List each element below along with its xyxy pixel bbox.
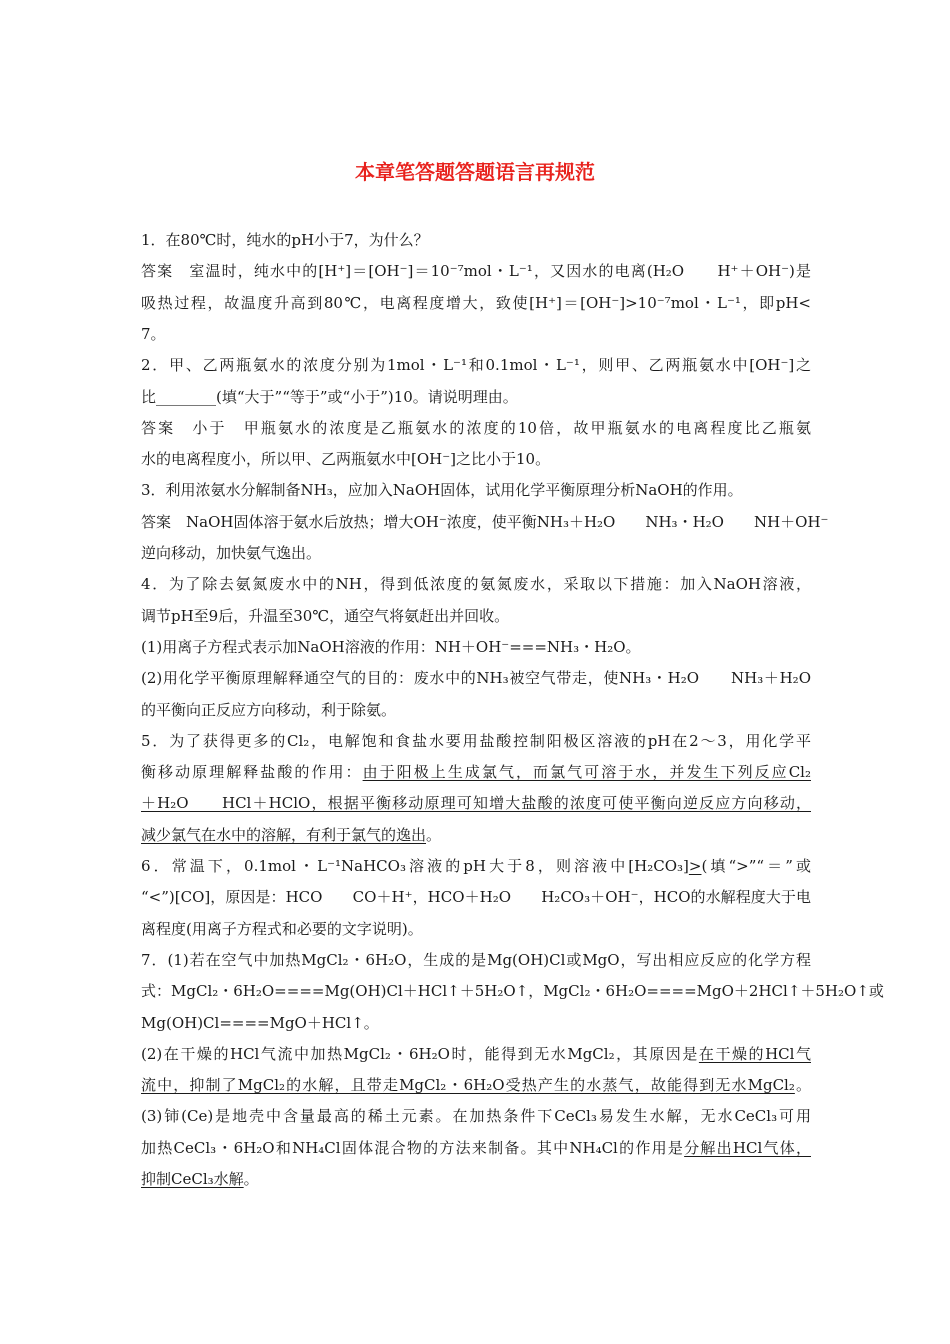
line-text: 加热CeCl₃・6H₂O和NH₄Cl固体混合物的方法来制备。其中NH₄Cl的作用是 xyxy=(141,1139,685,1157)
line-text: 逆向移动，加快氨气逸出。 xyxy=(141,544,322,562)
text-line xyxy=(141,886,811,908)
answer-underlined: 流中，抑制了MgCl₂的水解，且带走MgCl₂・6H₂O受热产生的水蒸气，故能得到无水MgCl₂ xyxy=(141,1076,795,1094)
text-line xyxy=(141,1043,811,1065)
line-text: 比________(填“大于”“等于”或“小于”)10。请说明理由。 xyxy=(141,388,518,406)
text-line xyxy=(141,1074,811,1096)
line-text: 6．常温下，0.1mol・L⁻¹NaHCO₃溶液的pH大于8，则溶液中[H₂CO₃] xyxy=(141,857,689,875)
answer-underlined: 抑制CeCl₃水解 xyxy=(141,1170,244,1188)
line-text: (1)用离子方程式表示加NaOH溶液的作用：NH＋OH⁻===NH₃・H₂O。 xyxy=(141,638,641,656)
text-line xyxy=(141,1012,811,1034)
line-text: 3．利用浓氨水分解制备NH₃，应加入NaOH固体，试用化学平衡原理分析NaOH的作用。 xyxy=(141,481,743,499)
line-text: Mg(OH)Cl====MgO＋HCl↑。 xyxy=(141,1014,379,1032)
text-line xyxy=(141,1168,811,1190)
text-line xyxy=(141,479,811,501)
answer-underlined: ＋H₂O HCl＋HClO，根据平衡移动原理可知增大盐酸的浓度可使平衡向逆反应方向移动， xyxy=(141,794,811,812)
answer-underlined: 分解出HCl气体， xyxy=(684,1139,811,1157)
answer-underlined: 减少氯气在水中的溶解，有利于氯气的逸出 xyxy=(141,826,427,844)
text-line xyxy=(141,980,884,1002)
text-line xyxy=(141,292,811,314)
text-line xyxy=(141,667,811,689)
line-text: (3)铈(Ce)是地壳中含量最高的稀土元素。在加热条件下CeCl₃易发生水解，无水CeCl₃可用 xyxy=(141,1107,811,1125)
text-line xyxy=(141,699,811,721)
text-line xyxy=(141,386,811,408)
text-line xyxy=(141,636,811,658)
text-line xyxy=(141,260,811,282)
text-line xyxy=(141,323,811,345)
line-text: 吸热过程，故温度升高到80℃，电离程度增大，致使[H⁺]＝[OH⁻]>10⁻⁷mol・L⁻¹，即pH< xyxy=(141,294,811,312)
line-text: 调节pH至9后，升温至30℃，通空气将氨赶出并回收。 xyxy=(141,607,510,625)
answer-underlined: > xyxy=(688,857,702,875)
line-text: 答案 小于 甲瓶氨水的浓度是乙瓶氨水的浓度的10倍，故甲瓶氨水的电离程度比乙瓶氨 xyxy=(141,419,811,437)
line-text: 的平衡向正反应方向移动，利于除氨。 xyxy=(141,701,397,719)
line-tail: (填“>”“＝”或 xyxy=(701,857,811,875)
line-text: 4．为了除去氨氮废水中的NH，得到低浓度的氨氮废水，采取以下措施：加入NaOH溶液， xyxy=(141,575,811,593)
line-text: 衡移动原理解释盐酸的作用： xyxy=(141,763,363,781)
line-text: 式：MgCl₂・6H₂O====Mg(OH)Cl＋HCl↑＋5H₂O↑，MgCl₂・6H₂O====MgO＋2HCl↑＋5H₂O↑或 xyxy=(141,982,884,1000)
text-line xyxy=(141,1105,811,1127)
line-text: 2．甲、乙两瓶氨水的浓度分别为1mol・L⁻¹和0.1mol・L⁻¹，则甲、乙两瓶氨水中[OH⁻]之 xyxy=(141,356,811,374)
text-line xyxy=(141,792,811,814)
line-text: (2)用化学平衡原理解释通空气的目的：废水中的NH₃被空气带走，使NH₃・H₂O NH₃＋H₂O xyxy=(141,669,811,687)
text-line xyxy=(141,229,811,251)
answer-underlined: 由于阳极上生成氯气，而氯气可溶于水，并发生下列反应Cl₂ xyxy=(362,763,811,781)
text-line xyxy=(141,1137,811,1159)
text-line xyxy=(141,918,811,940)
text-line xyxy=(141,542,811,564)
text-line xyxy=(141,354,811,376)
line-text: 1．在80℃时，纯水的pH小于7，为什么？ xyxy=(141,231,429,249)
text-line xyxy=(141,855,811,877)
line-text: 水的电离程度小，所以甲、乙两瓶氨水中[OH⁻]之比小于10。 xyxy=(141,450,551,468)
text-line xyxy=(141,949,811,971)
line-text: (2)在干燥的HCl气流中加热MgCl₂・6H₂O时，能得到无水MgCl₂，其原因是 xyxy=(141,1045,699,1063)
text-line xyxy=(141,730,811,752)
line-text: 离程度(用离子方程式和必要的文字说明)。 xyxy=(141,920,423,938)
line-text: 7。 xyxy=(141,325,166,343)
line-text: 7．(1)若在空气中加热MgCl₂・6H₂O，生成的是Mg(OH)Cl或MgO，写出相应反应的化学方程 xyxy=(141,951,811,969)
text-line xyxy=(141,448,811,470)
line-text: 5．为了获得更多的Cl₂，电解饱和食盐水要用盐酸控制阳极区溶液的pH在2～3，用化学平 xyxy=(141,732,811,750)
line-tail: 。 xyxy=(426,826,442,844)
text-line xyxy=(141,511,829,533)
text-line xyxy=(141,573,811,595)
line-text: 答案 NaOH固体溶于氨水后放热；增大OH⁻浓度，使平衡NH₃＋H₂O NH₃・H₂O NH＋OH⁻ xyxy=(141,513,829,531)
line-text: “<”)[CO]，原因是：HCO CO＋H⁺，HCO＋H₂O H₂CO₃＋OH⁻，HCO的水解程度大于电 xyxy=(141,888,811,906)
line-tail: 。 xyxy=(243,1170,259,1188)
text-line xyxy=(141,761,811,783)
text-line xyxy=(141,824,811,846)
text-line xyxy=(141,605,811,627)
line-tail: 。 xyxy=(794,1076,811,1094)
line-text: 答案 室温时，纯水中的[H⁺]＝[OH⁻]＝10⁻⁷mol・L⁻¹，又因水的电离(H₂O H⁺＋OH⁻)是 xyxy=(141,262,811,280)
text-line xyxy=(141,417,811,439)
answer-underlined: 在干燥的HCl气 xyxy=(698,1045,811,1063)
page-title: 本章笔答题答题语言再规范 xyxy=(355,160,595,184)
